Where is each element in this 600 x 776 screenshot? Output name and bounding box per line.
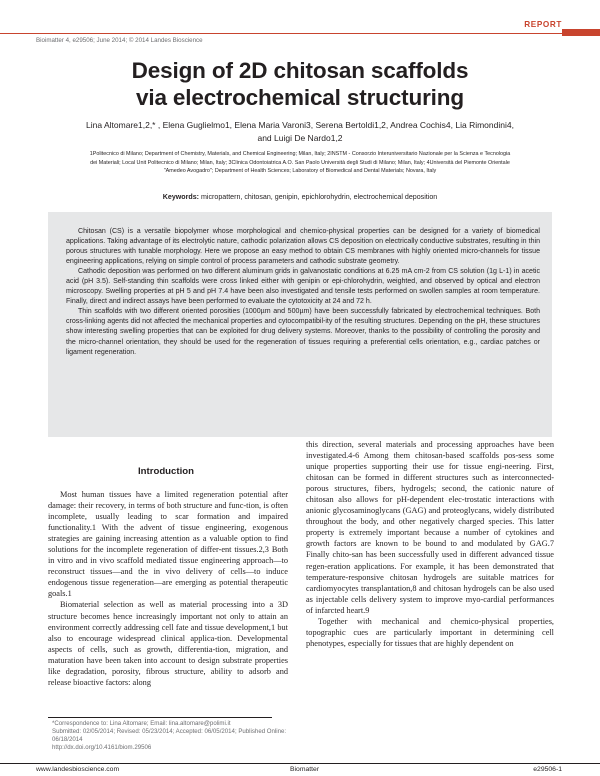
affiliation-line-1: 1Politecnico di Milano; Department of Chemistry, Materials, and Chemical Engineering; Milan, Italy; 2INSTM - Consorzio Interuniversitario Nazionale per la Scienza e Tecnologia <box>89 151 511 157</box>
body-paragraph: Most human tissues have a limited regeneration potential after damage: their recovery, in terms of both structure and func-tion, is often incomplete, usually leading to scar formation and impaired functionality.1 With the advent of tissue engineering, exogenous strategies are gaining increasing attention as a valuable option to find solutions for the incomplete regeneration of differ-ent tissues.2,3 Both in vitro and in vivo scaffold mediated tissue engineering approach—to reconstruct tissues—and the in vivo delivery of cells—to induce endogenous tissue regeneration—are emerging as potential therapeutic goals.1 <box>48 490 288 599</box>
footer-page-id: e29506-1 <box>533 766 562 773</box>
footer-website-link[interactable]: www.landesbioscience.com <box>36 766 120 773</box>
report-label: REPORT <box>524 20 562 29</box>
affiliation-line-3: "Amedeo Avogadro"; Department of Health Sciences; Laboratory of Biomedical and Dental Materials; Novara, Italy <box>163 168 437 175</box>
body-column-right <box>306 439 554 649</box>
affiliation-line-2: dei Materiali; Local Unit Politecnico di Milano; Milan, Italy; 3Clinica Odontoiatrica A.O. San Paolo Università degli Studi di Milano; Milan, Italy; 4Università del Piemonte Orientale <box>90 159 510 166</box>
correspondence-line: *Correspondence to: Lina Altomare; Email: lina.altomare@polimi.it <box>52 720 231 727</box>
affiliations <box>32 150 568 176</box>
body-paragraph: this direction, several materials and processing approaches have been investigated.4-6 Among them chitosan-based scaffolds pos-sess some unique properties supporting their use for tissue engi-neering. First, chitosan can be formed in different structures such as interconnected-porous structures, fibers, hydrogels; second, the cationic nature of chitosan also allows for pH-dependent elec-trostatic interactions with anionic glycosaminoglycans (GAG) and proteoglycans, widely distributed throughout the body, and other negatively charged species. This latter property is extremely important because a number of cytokines and growth factors are known to be bound to and modulated by GAG.7 Finally chito-san has been successfully used in different advanced tissue regen-eration applications. For example, it has been demonstrated that temperature-responsive chitosan hydrogels are suitable matrices for cardiomyocytes transplantation,8 and chitosan hydrogels can be also used as injectable cells delivery system to improve myo-cardial performances of infarcted heart.9 <box>306 440 554 615</box>
body-paragraph: Biomaterial selection as well as material processing into a 3D structure becomes hence increasingly important not only to attain an environment correctly addressing cell fate and tissue development,1 but also to encourage widespread clinical applica-tion. Developmental aspects of cells, such as growth, differentia-tion, migration, and maturation have been taken into account to design substrate properties like degradation, porosity, fibrous structure, ability to adsorb and release bioactive factors: along <box>48 600 288 687</box>
header-tab <box>562 29 600 36</box>
article-title <box>0 57 600 111</box>
header-rule <box>0 33 562 34</box>
doi-link[interactable]: http://dx.doi.org/10.4161/biom.29506 <box>52 743 152 751</box>
body-column-left <box>48 489 288 688</box>
author-list <box>60 119 540 144</box>
abstract-paragraph: Thin scaffolds with two different oriented porosities (1000µm and 500µm) have been successfully fabricated by electrochemical techniques. Both cross-linking agents did not affected the mechanical properties and cytocompatibil-ity of the resulting structures. Depending on the pH, these structures show interesting swelling properties that can be exploited for drug delivery systems. Moreover, thanks to the possibility of controlling the porosity and the micro-channel orientation, they should be used for the regeneration of tissues requiring a preferential cells orientation, e.g., cardiac patches or ligament regeneration. <box>66 308 540 356</box>
keywords-label: Keywords: <box>162 193 200 201</box>
author-line-2: and Luigi De Nardo1,2 <box>257 132 343 143</box>
footer-journal-name: Biomatter <box>290 766 320 773</box>
keywords-text: micropattern, chitosan, genipin, epichlorohydrin, electrochemical deposition <box>201 193 438 201</box>
footnote-rule <box>48 717 272 718</box>
footer-rule <box>0 763 600 764</box>
journal-meta: Bioimatter 4, e29506; June 2014; © 2014 Landes Bioscience <box>36 37 203 44</box>
abstract-text <box>66 227 540 358</box>
title-line-1: Design of 2D chitosan scaffolds <box>131 58 469 83</box>
abstract-paragraph: Chitosan (CS) is a versatile biopolymer whose morphological and chemico-physical properties can be designed for a variety of biomedical applications. Taking advantage of its electrolytic nature, cathodic polarization allows CS deposition on electrically conductive substrates, resulting in thin porous structures with tunable morphology. Here we propose an easy method to obtain CS membranes with highly oriented micro-channels for tissue engineering applications, relying on simple control of process parameters and cathodic substrate geometry. <box>66 228 540 266</box>
author-line-1: Lina Altomare1,2,* , Elena Guglielmo1, Elena Maria Varoni3, Serena Bertoldi1,2, Andrea Cochis4, Lia Rimondini4, <box>86 120 514 130</box>
body-paragraph: Together with mechanical and chemico-physical properties, topographic cues are particularly important in determining cell phenotypes, especially for tissues that are highly dependent on <box>306 616 554 648</box>
abstract-paragraph: Cathodic deposition was performed on two different aluminum grids in galvanostatic conditions at 6.25 mA cm-2 from CS solution (1g L-1) in acetic acid (pH 3.5). Self-standing thin scaffolds were cross linked either with genipin or epi-chlorohydrin, weighted, and observed by optical and electron microscopy. Swelling properties at pH 5 and pH 7.4 have been also investigated and tensile tests performed on swollen samples at room temperature. Finally, direct and indirect assays have been performed to evaluate the cytotoxicity at 24 and 72 h. <box>66 268 540 306</box>
footnote <box>52 720 288 752</box>
title-line-2: via electrochemical structuring <box>136 85 464 110</box>
dates-line: Submitted: 02/05/2014; Revised: 05/23/2014; Accepted: 06/05/2014; Published Online: 06/18/2014 <box>52 727 287 743</box>
keywords <box>0 193 600 201</box>
section-heading-introduction: Introduction <box>138 466 194 477</box>
